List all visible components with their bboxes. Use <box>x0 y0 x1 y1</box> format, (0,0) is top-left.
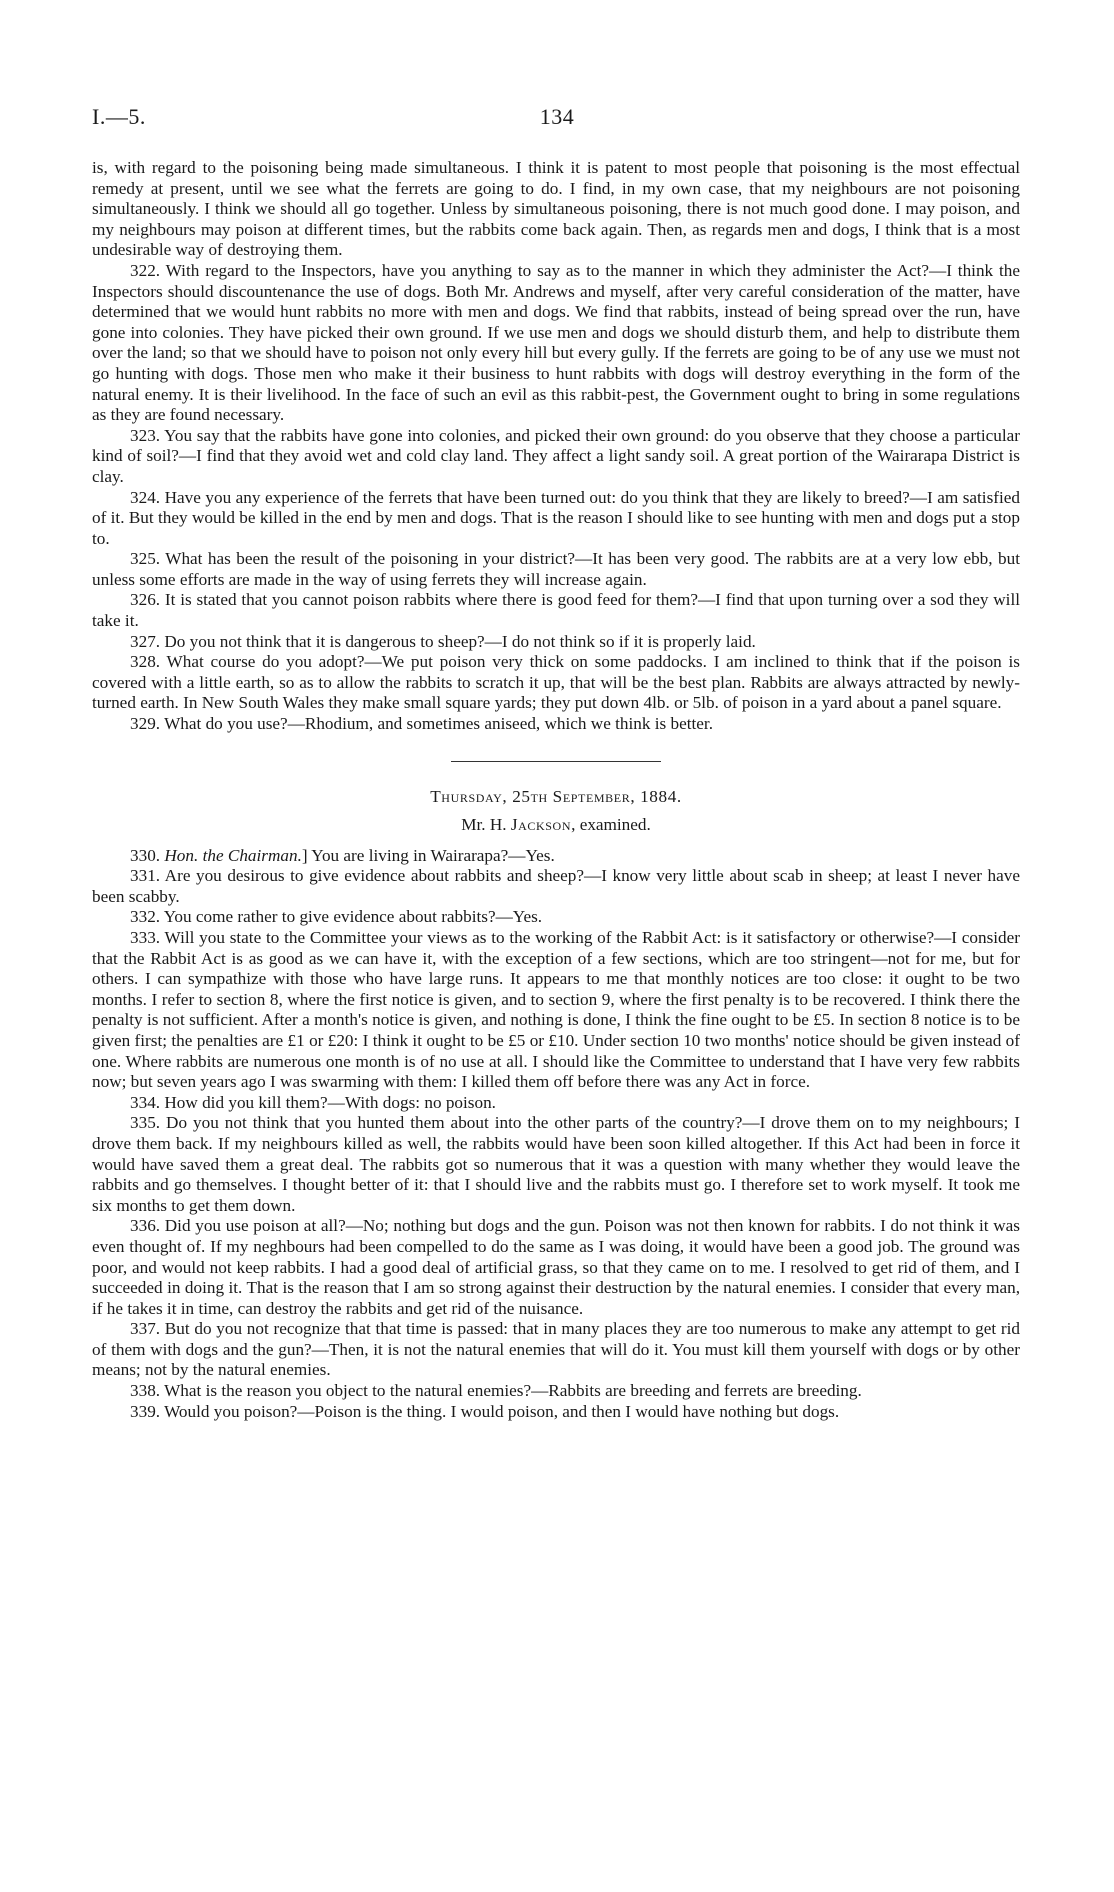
evidence-paragraph: 333. Will you state to the Committee your views as to the working of the Rabbit Act: is it satisfactory or otherwise?—I consider that the Rabbit Act is as good as we can have it, with the exception of a few sections, which are too stringent—not for me, but for others. I can sympathize with those who have large runs. It appears to me that monthly notices are too close: it ought to be two months. I refer to section 8, where the first notice is given, and to section 9, where the first penalty is to be recovered. I think there the penalty is not sufficient. After a month's notice is given, and nothing is done, I think the fine ought to be £5. In section 8 notice is to be given first; the penalties are £1 or £20: I think it ought to be £5 or £10. Under section 10 two months' notice should be given instead of one. Where rabbits are numerous one month is of no use at all. I should like the Committee to understand that I have very few rabbits now; but seven years ago I was swarming with them: I killed them off before there was any Act in force. <box>92 928 1020 1092</box>
speaker-name: Hon. the Chairman. <box>164 845 302 865</box>
witness-surname: Jackson <box>510 814 572 834</box>
document-code: I.—5. <box>92 104 146 129</box>
evidence-paragraph: 339. Would you poison?—Poison is the thing. I would poison, and then I would have nothing but dogs. <box>130 1401 840 1421</box>
evidence-paragraph: 334. How did you kill them?—With dogs: no poison. <box>130 1092 496 1112</box>
evidence-paragraph: 332. You come rather to give evidence about rabbits?—Yes. <box>130 907 543 927</box>
evidence-paragraph: 336. Did you use poison at all?—No; nothing but dogs and the gun. Poison was not then known for rabbits. I do not think it was even thought of. If my neghbours had been compelled to do the same as I was doing, it would have been a good job. The ground was poor, and would not keep rabbits. I had a good deal of artificial grass, so that they came on to me. I resolved to get rid of them, and I succeeded in doing it. That is the reason that I am so strong against their destruction by the natural enemies. I consider that every man, if he takes it in time, can destroy the rabbits and get rid of the nuisance. <box>92 1216 1020 1318</box>
page-number: 134 <box>539 104 575 129</box>
evidence-paragraph: 338. What is the reason you object to the natural enemies?—Rabbits are breeding and ferrets are breeding. <box>130 1381 862 1401</box>
witness-suffix: , examined. <box>571 814 651 834</box>
question-text: ] You are living in Wairarapa?—Yes. <box>301 845 555 865</box>
page-header <box>92 104 1022 134</box>
evidence-paragraph <box>92 846 1020 867</box>
evidence-paragraph: 323. You say that the rabbits have gone into colonies, and picked their own ground: do you observe that they choose a particular kind of soil?—I find that they avoid wet and cold clay land. They affect a light sandy soil. A great portion of the Wairarapa District is clay. <box>92 425 1020 486</box>
evidence-paragraph: 337. But do you not recognize that that time is passed: that in many places they are too numerous to make any attempt to get rid of them with dogs and the gun?—Then, it is not the natural enemies that will do it. You must kill them yourself with dogs or by other means; not by the natural enemies. <box>92 1319 1020 1380</box>
evidence-paragraph: 322. With regard to the Inspectors, have you anything to say as to the manner in which they administer the Act?—I think the Inspectors should discountenance the use of dogs. Both Mr. Andrews and myself, after very careful consideration of the matter, have determined that we would hunt rabbits no more with men and dogs. We find that rabbits, instead of being spread over the run, have gone into colonies. They have picked their own ground. If we use men and dogs we should disturb them, and help to distribute them over the land; so that we should have to poison not only every hill but every gully. If the ferrets are going to be of any use we must not go hunting with dogs. Those men who make it their business to hunt rabbits with dogs will destroy everything in the form of the natural enemy. It is their livelihood. In the face of such an evil as this rabbit-pest, the Government ought to bring in some regulations as they are found necessary. <box>92 260 1020 425</box>
evidence-paragraph: 328. What course do you adopt?—We put poison very thick on some paddocks. I am inclined to think that if the poison is covered with a little earth, so as to allow the rabbits to scratch it up, that will be the best plan. Rabbits are always attracted by newly-turned earth. In New South Wales they make small square yards; they put down 4lb. or 5lb. of poison in a yard about a panel square. <box>92 652 1020 713</box>
witness-heading <box>92 814 1020 836</box>
continued-paragraph: is, with regard to the poisoning being made simultaneous. I think it is patent to most people that poisoning is the most effectual remedy at present, until we see what the ferrets are going to do. I find, in my own case, that my neighbours are not poisoning simultaneously. I think we should all go together. Unless by simultaneous poisoning, there is not much good done. I may poison, and my neighbours may poison at different times, but the rabbits come back again. Then, as regards men and dogs, I think that is a most undesirable way of destroying them. <box>92 158 1020 260</box>
evidence-paragraph: 329. What do you use?—Rhodium, and sometimes aniseed, which we think is better. <box>130 714 714 734</box>
session-dateline: Thursday, 25th September, 1884. <box>430 786 682 806</box>
witness-prefix: Mr. H. <box>461 814 511 834</box>
evidence-paragraph: 335. Do you not think that you hunted them about into the other parts of the country?—I drove them on to my neighbours; I drove them back. If my neighbours killed as well, the rabbits would have been soon killed altogether. If this Act had been in force it would have saved them a great deal. The rabbits got so numerous that it was a question with many whether they would leave the rabbits and go themselves. I thought better of it: that I should live and the rabbits must go. I therefore set to work myself. It took me six months to get them down. <box>92 1113 1020 1215</box>
evidence-paragraph: 325. What has been the result of the poisoning in your district?—It has been very good. The rabbits are at a very low ebb, but unless some efforts are made in the way of using ferrets they will increase again. <box>92 549 1020 589</box>
page-body <box>92 158 1020 1422</box>
question-number: 330. <box>130 845 165 865</box>
evidence-paragraph: 327. Do you not think that it is dangerous to sheep?—I do not think so if it is properly laid. <box>130 631 756 651</box>
section-divider <box>451 761 661 762</box>
evidence-paragraph: 331. Are you desirous to give evidence about rabbits and sheep?—I know very little about scab in sheep; at least I never have been scabby. <box>92 866 1020 906</box>
evidence-paragraph: 324. Have you any experience of the ferrets that have been turned out: do you think that they are likely to breed?—I am satisfied of it. But they would be killed in the end by men and dogs. That is the reason I should like to see hunting with men and dogs put a stop to. <box>92 487 1020 548</box>
evidence-paragraph: 326. It is stated that you cannot poison rabbits where there is good feed for them?—I find that upon turning over a sod they will take it. <box>92 590 1020 631</box>
